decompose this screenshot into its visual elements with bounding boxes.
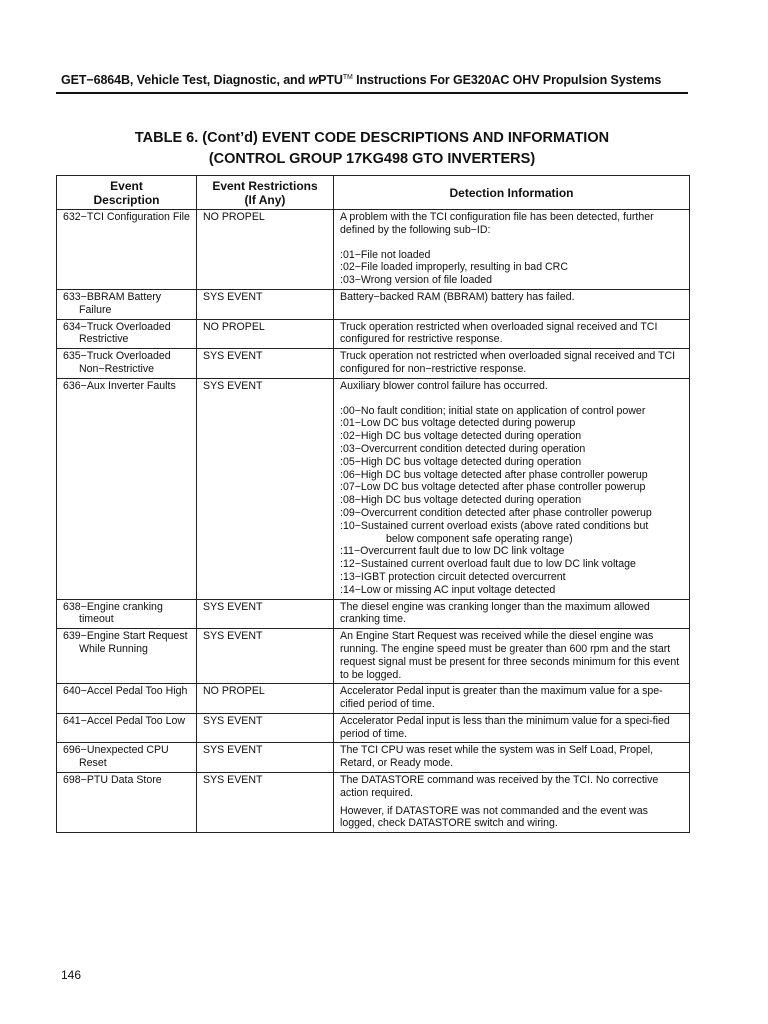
sub-id-line: :09−Overcurrent condition detected after phase controller powerup <box>340 506 652 519</box>
sub-id-line: :05−High DC bus voltage detected during operation <box>340 455 582 468</box>
header-title-part: GET−6864B, Vehicle Test, Diagnostic, and <box>61 73 309 87</box>
table-row <box>57 599 690 629</box>
event-code-table <box>56 175 690 833</box>
header-title-w: w <box>308 73 319 87</box>
detection-text: A problem with the TCI configuration file has been detected, further defined by the following sub−ID: <box>340 211 654 236</box>
page-number: 146 <box>61 968 82 982</box>
event-cell <box>57 210 197 290</box>
table-row <box>57 210 690 290</box>
event-cell <box>57 773 197 833</box>
detection-cell: The TCI CPU was reset while the system was in Self Load, Propel, Retard, or Ready mode. <box>334 743 690 773</box>
restriction-cell: SYS EVENT <box>197 349 334 379</box>
sub-id-line: :03−Wrong version of file loaded <box>340 274 493 287</box>
header-title-suffix: Instructions For GE320AC OHV Propulsion Systems <box>352 73 662 87</box>
detection-text: However, if DATASTORE was not commanded and the event was logged, check DATASTORE switch and wiring. <box>340 804 648 830</box>
event-cell <box>57 289 197 319</box>
event-text: 640−Accel Pedal Too High <box>63 685 188 698</box>
event-cell <box>57 629 197 684</box>
event-text: 634−Truck Overloaded Restrictive <box>63 320 171 346</box>
sub-id-line-continuation: below component safe operating range) <box>386 532 573 545</box>
header-text: Event <box>110 178 143 193</box>
header-title-ptu: PTU <box>318 73 343 87</box>
sub-id-line: :10−Sustained current overload exists (above rated conditions but <box>340 519 649 532</box>
detection-cell: The diesel engine was cranking longer than the maximum allowed cranking time. <box>334 599 690 629</box>
sub-id-line: :06−High DC bus voltage detected after phase controller powerup <box>340 468 648 481</box>
table-header-row <box>57 176 690 210</box>
table-row <box>57 743 690 773</box>
sub-id-line: :08−High DC bus voltage detected during operation <box>340 494 582 507</box>
table-row <box>57 684 690 714</box>
restriction-cell: NO PROPEL <box>197 684 334 714</box>
table-row <box>57 629 690 684</box>
table-row <box>57 713 690 743</box>
detection-text: The DATASTORE command was received by the TCI. No corrective action required. <box>340 774 659 799</box>
table-row <box>57 289 690 319</box>
detection-cell <box>334 773 690 833</box>
event-cell <box>57 743 197 773</box>
header-event-restrictions <box>197 176 334 210</box>
event-cell <box>57 713 197 743</box>
table-row <box>57 773 690 833</box>
sub-id-line: :14−Low or missing AC input voltage detected <box>340 583 556 596</box>
restriction-cell: SYS EVENT <box>197 378 334 599</box>
header-rule <box>56 92 688 94</box>
restriction-cell: NO PROPEL <box>197 210 334 290</box>
detection-cell <box>334 378 690 599</box>
event-text: 635−Truck Overloaded Non−Restrictive <box>63 350 171 375</box>
restriction-cell: SYS EVENT <box>197 713 334 743</box>
header-text: Event Restrictions <box>212 178 318 193</box>
document-header <box>61 73 687 87</box>
event-text: 696−Unexpected CPU Reset <box>63 744 169 770</box>
restriction-cell: SYS EVENT <box>197 743 334 773</box>
table-row <box>57 349 690 379</box>
header-text: (If Any) <box>244 192 286 207</box>
table-row <box>57 319 690 349</box>
header-event-description <box>57 176 197 210</box>
event-text: 632−TCI Configuration File <box>63 211 190 223</box>
sub-id-line: :12−Sustained current overload fault due to low DC link voltage <box>340 558 636 571</box>
event-text: 638−Engine cranking timeout <box>63 600 163 626</box>
sub-id-line: :00−No fault condition; initial state on application of control power <box>340 404 646 417</box>
event-cell <box>57 378 197 599</box>
restriction-cell: SYS EVENT <box>197 629 334 684</box>
detection-cell: Truck operation restricted when overloaded signal received and TCI configured for restrictive response. <box>334 319 690 349</box>
event-text: 633−BBRAM Battery Failure <box>63 290 162 316</box>
sub-id-line: :01−File not loaded <box>340 248 431 261</box>
detection-text: Auxiliary blower control failure has occurred. <box>340 379 548 392</box>
event-text: 698−PTU Data Store <box>63 774 162 787</box>
detection-cell: Battery−backed RAM (BBRAM) battery has failed. <box>334 289 690 319</box>
restriction-cell: NO PROPEL <box>197 319 334 349</box>
detection-cell: Accelerator Pedal input is less than the minimum value for a speci-fied period of time. <box>334 713 690 743</box>
sub-id-line: :01−Low DC bus voltage detected during powerup <box>340 417 576 430</box>
restriction-cell: SYS EVENT <box>197 773 334 833</box>
sub-id-line: :11−Overcurrent fault due to low DC link voltage <box>340 545 565 558</box>
event-text: 636−Aux Inverter Faults <box>63 379 176 392</box>
restriction-cell: SYS EVENT <box>197 289 334 319</box>
event-cell <box>57 349 197 379</box>
restriction-cell: SYS EVENT <box>197 599 334 629</box>
sub-id-line: :02−High DC bus voltage detected during operation <box>340 430 582 443</box>
detection-cell: An Engine Start Request was received while the diesel engine was running. The engine speed must be greater than 600 rpm and the start request signal must be present for three seconds minimum for this event to be logged. <box>334 629 690 684</box>
detection-cell: Truck operation not restricted when overloaded signal received and TCI configured for non−restrictive response. <box>334 349 690 379</box>
detection-cell: Accelerator Pedal input is greater than the maximum value for a spe-cified period of time. <box>334 684 690 714</box>
sub-id-line: :02−File loaded improperly, resulting in bad CRC <box>340 261 568 274</box>
table-row <box>57 378 690 599</box>
event-cell <box>57 319 197 349</box>
event-text: 641−Accel Pedal Too Low <box>63 714 186 727</box>
event-text: 639−Engine Start Request While Running <box>63 630 188 655</box>
sub-id-line: :13−IGBT protection circuit detected overcurrent <box>340 570 566 583</box>
table-title-line1: TABLE 6. (Cont’d) EVENT CODE DESCRIPTIONS AND INFORMATION <box>134 130 610 146</box>
header-text: Description <box>93 192 160 207</box>
sub-id-line: :07−Low DC bus voltage detected after phase controller powerup <box>340 481 646 494</box>
trademark-mark: TM <box>342 73 353 81</box>
event-cell <box>57 684 197 714</box>
sub-id-line: :03−Overcurrent condition detected during operation <box>340 442 586 455</box>
table-title-line2: (CONTROL GROUP 17KG498 GTO INVERTERS) <box>208 151 536 167</box>
detection-cell <box>334 210 690 290</box>
event-cell <box>57 599 197 629</box>
header-detection-information: Detection Information <box>334 176 690 210</box>
